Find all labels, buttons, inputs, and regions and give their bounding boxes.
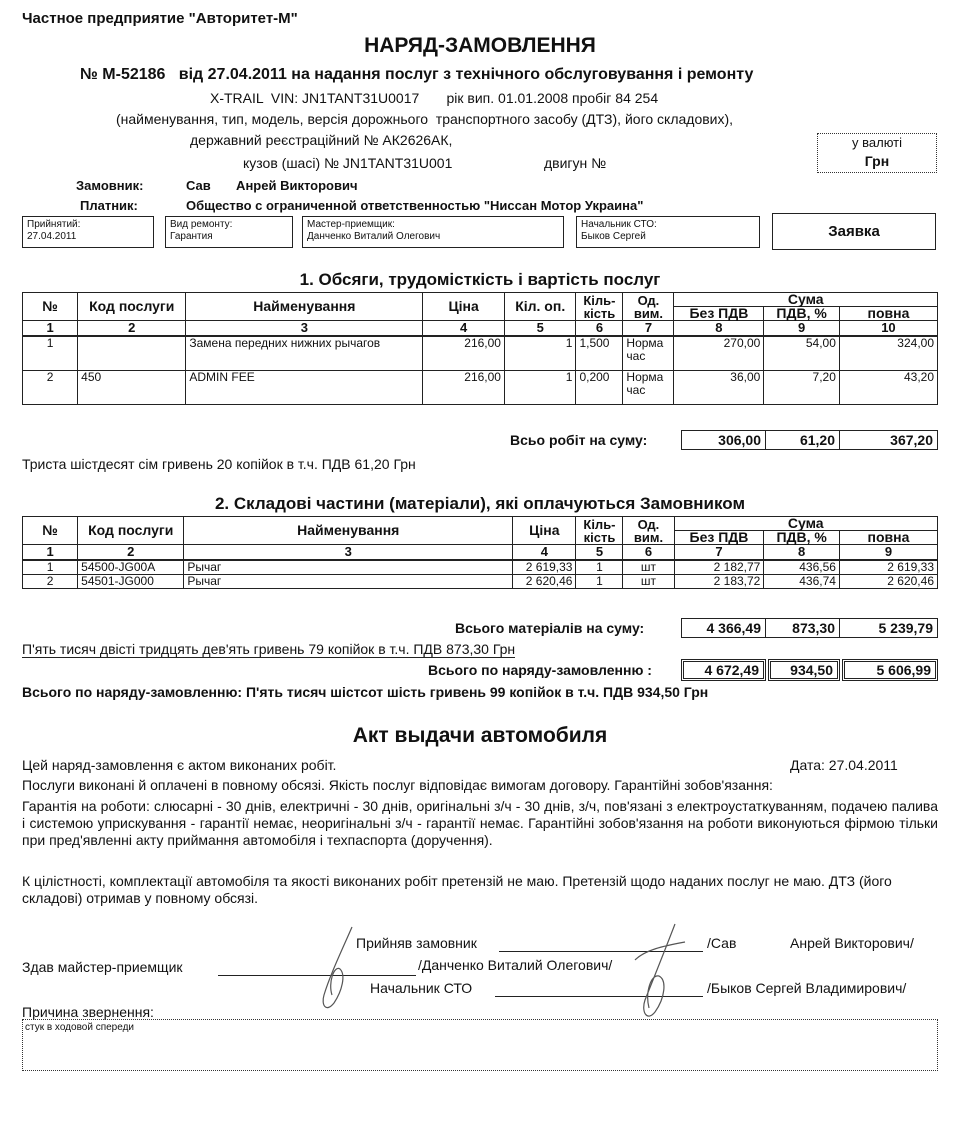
col-number: 4: [423, 321, 505, 337]
body-line: кузов (шасі) № JN1TANT31U001: [243, 155, 453, 171]
col-full: повна: [839, 531, 937, 545]
col-price: Ціна: [513, 517, 576, 545]
customer-value: Сав Анрей Викторович: [186, 178, 358, 193]
col-no-vat: Без ПДВ: [674, 531, 764, 545]
col-name: Найменування: [184, 517, 513, 545]
repair-type-value: Гарантия: [170, 231, 213, 242]
act-line1: Цей наряд-замовлення є актом виконаних робіт.: [22, 757, 337, 773]
cell-full: 43,20: [839, 370, 937, 404]
col-unit: Од. вим.: [623, 517, 674, 545]
accepted-by-name-a: /Сав: [707, 935, 737, 951]
services-total-full: 367,20: [839, 430, 938, 450]
cell-name: Рычаг: [184, 560, 513, 575]
cell-no-vat: 2 183,72: [674, 575, 764, 589]
cell-no: 2: [23, 575, 78, 589]
accepted-by-name-b: Анрей Викторович/: [790, 935, 914, 951]
col-number: 9: [839, 545, 937, 561]
document-title: НАРЯД-ЗАМОВЛЕННЯ: [364, 34, 596, 57]
cell-vat: 54,00: [764, 336, 840, 370]
col-number: 8: [764, 545, 840, 561]
request-label: Заявка: [828, 223, 880, 240]
table-row: [23, 560, 938, 575]
cell-qty: 1: [576, 560, 623, 575]
services-total-vat: 61,20: [765, 430, 840, 450]
cell-qty: 1,500: [576, 336, 623, 370]
table-row: [23, 336, 938, 370]
grand-total-full: 5 606,99: [842, 659, 938, 681]
services-total-label: Всьо робіт на суму:: [510, 432, 648, 448]
col-number: 3: [184, 545, 513, 561]
col-number: 2: [78, 545, 184, 561]
currency-box: [817, 133, 937, 173]
signature-mark: [312, 925, 372, 1020]
cell-vat: 436,74: [764, 575, 840, 589]
col-number: 5: [576, 545, 623, 561]
reason-text: стук в ходовой спереди: [25, 1022, 134, 1033]
col-sum: Сума: [674, 293, 938, 307]
col-sum: Сума: [674, 517, 938, 531]
accepted-box: [22, 216, 154, 248]
col-full: повна: [839, 307, 937, 321]
col-price: Ціна: [423, 293, 505, 321]
parts-table: [22, 516, 938, 589]
currency-value: Грн: [864, 153, 890, 169]
parts-total-words: П'ять тисяч двісті тридцять дев'ять гривень 79 копійок в т.ч. ПДВ 873,30 Грн: [22, 641, 516, 657]
col-number: 2: [78, 321, 186, 337]
act-title: Акт выдачи автомобиля: [352, 724, 608, 747]
grand-total-no-vat: 4 672,49: [681, 659, 766, 681]
col-number: 7: [674, 545, 764, 561]
col-unit: Од. вим.: [623, 293, 674, 321]
accepted-value: 27.04.2011: [27, 231, 77, 242]
col-qty: Кіль-кість: [576, 517, 623, 545]
customer-label: Замовник:: [76, 178, 144, 193]
col-no: №: [23, 293, 78, 321]
repair-type-box: [165, 216, 293, 248]
table-row: [23, 370, 938, 404]
col-code: Код послуги: [78, 517, 184, 545]
cell-code: [78, 336, 186, 370]
col-number: 1: [23, 545, 78, 561]
cell-ops: 1: [504, 336, 575, 370]
act-warranty: Гарантія на роботи: слюсарні - 30 днів, електричні - 30 днів, оригінальні з/ч - 30 днів, з/ч, пов'язані з електроустаткуванням, подачею палива і системою уприскування - гарантії немає, неоригінальні з/ч - гарантії немає. Гарантійні зобов'язання на роботи виконуються фірмою тільки при пред'явленні акту приймання автомобіля і техпаспорта (доручення).: [22, 798, 938, 848]
grand-total-vat: 934,50: [768, 659, 840, 681]
cell-no-vat: 270,00: [674, 336, 764, 370]
parts-total-vat: 873,30: [765, 618, 840, 638]
act-claims: К цілістності, комплектації автомобіля та якості виконаних робіт претензій не маю. Претензій щодо наданих послуг не маю. ДТЗ (його складові) отримав у повному обсязі.: [22, 873, 892, 906]
services-total-no-vat: 306,00: [681, 430, 766, 450]
cell-name: Замена передних нижних рычагов: [186, 336, 423, 370]
cell-no-vat: 2 182,77: [674, 560, 764, 575]
col-ops: Кіл. оп.: [504, 293, 575, 321]
cell-vat: 7,20: [764, 370, 840, 404]
cell-no-vat: 36,00: [674, 370, 764, 404]
accepted-label: Прийнятий:: [27, 219, 81, 230]
cell-price: 216,00: [423, 336, 505, 370]
col-qty: Кіль-кість: [576, 293, 623, 321]
cell-code: 450: [78, 370, 186, 404]
chief-sign-label: Начальник СТО: [370, 980, 473, 996]
cell-full: 324,00: [839, 336, 937, 370]
col-number: 5: [504, 321, 575, 337]
cell-code: 54501-JG000: [78, 575, 184, 589]
cell-price: 216,00: [423, 370, 505, 404]
cell-price: 2 619,33: [513, 560, 576, 575]
table-row: [23, 575, 938, 589]
handed-by-name: /Данченко Виталий Олегович/: [418, 957, 613, 973]
cell-price: 2 620,46: [513, 575, 576, 589]
grand-total-label: Всього по наряду-замовленню :: [428, 662, 652, 678]
cell-qty: 0,200: [576, 370, 623, 404]
cell-unit: Норма час: [623, 336, 674, 370]
chief-label: Начальник СТО:: [581, 219, 657, 230]
payer-value: Общество с ограниченной ответственностью "Ниссан Мотор Украина": [186, 198, 644, 213]
cell-unit: шт: [623, 560, 674, 575]
reason-label: Причина звернення:: [22, 1004, 154, 1020]
col-number: 3: [186, 321, 423, 337]
currency-label: у валюті: [852, 135, 902, 150]
signature-mark: [615, 920, 695, 1030]
col-number: 7: [623, 321, 674, 337]
parts-total-no-vat: 4 366,49: [681, 618, 766, 638]
cell-no: 1: [23, 336, 78, 370]
grand-total-words: Всього по наряду-замовленню: П'ять тисяч шістсот шість гривень 99 копійок в т.ч. ПДВ 934,50 Грн: [22, 684, 709, 700]
accepted-by-label: Прийняв замовник: [356, 935, 477, 951]
registration-line: державний реєстраційний № АК2626АК,: [190, 132, 453, 148]
master-box: [302, 216, 564, 248]
master-value: Данченко Виталий Олегович: [307, 231, 441, 242]
cell-name: ADMIN FEE: [186, 370, 423, 404]
col-name: Найменування: [186, 293, 423, 321]
cell-qty: 1: [576, 575, 623, 589]
order-line: № М-52186 від 27.04.2011 на надання послуг з технічного обслуговування і ремонту: [80, 66, 754, 83]
cell-full: 2 619,33: [839, 560, 937, 575]
col-number: 10: [839, 321, 937, 337]
cell-unit: шт: [623, 575, 674, 589]
reason-box: [22, 1019, 938, 1071]
chief-sign-name: /Быков Сергей Владимирович/: [707, 980, 907, 996]
repair-type-label: Вид ремонту:: [170, 219, 233, 230]
chief-box: [576, 216, 760, 248]
services-table: [22, 292, 938, 405]
col-no-vat: Без ПДВ: [674, 307, 764, 321]
col-number: 6: [623, 545, 674, 561]
col-number: 6: [576, 321, 623, 337]
act-line2: Послуги виконані й оплачені в повному обсязі. Якість послуг відповідає вимогам договору. Гарантійні зобов'язання:: [22, 777, 773, 793]
col-no: №: [23, 517, 78, 545]
cell-unit: Норма час: [623, 370, 674, 404]
col-code: Код послуги: [78, 293, 186, 321]
services-title: 1. Обсяги, трудомісткість і вартість послуг: [299, 270, 661, 289]
vehicle-desc-line: (найменування, тип, модель, версія дорожнього транспортного засобу (ДТЗ), його складових),: [116, 111, 734, 127]
chief-value: Быков Сергей: [581, 231, 646, 242]
handed-by-label: Здав майстер-приемщик: [22, 959, 183, 975]
cell-no: 1: [23, 560, 78, 575]
col-number: 9: [764, 321, 840, 337]
cell-full: 2 620,46: [839, 575, 937, 589]
request-box: [772, 213, 936, 250]
services-total-words: Триста шістдесят сім гривень 20 копійок в т.ч. ПДВ 61,20 Грн: [22, 456, 416, 472]
cell-name: Рычаг: [184, 575, 513, 589]
act-date: Дата: 27.04.2011: [790, 757, 898, 773]
company-name: Частное предприятие "Авторитет-М": [22, 10, 298, 27]
col-number: 4: [513, 545, 576, 561]
parts-title: 2. Складові частини (матеріали), які оплачуються Замовником: [214, 494, 746, 513]
col-number: 8: [674, 321, 764, 337]
cell-ops: 1: [504, 370, 575, 404]
col-vat: ПДВ, %: [764, 531, 840, 545]
col-number: 1: [23, 321, 78, 337]
parts-total-full: 5 239,79: [839, 618, 938, 638]
cell-no: 2: [23, 370, 78, 404]
payer-label: Платник:: [80, 198, 138, 213]
cell-vat: 436,56: [764, 560, 840, 575]
col-vat: ПДВ, %: [764, 307, 840, 321]
master-label: Мастер-приемщик:: [307, 219, 395, 230]
engine-line: двигун №: [544, 155, 607, 171]
vehicle-line: X-TRAIL VIN: JN1TANT31U0017 рік вип. 01.01.2008 пробіг 84 254: [210, 90, 659, 106]
cell-code: 54500-JG00A: [78, 560, 184, 575]
parts-total-label: Всього матеріалів на суму:: [455, 620, 645, 636]
